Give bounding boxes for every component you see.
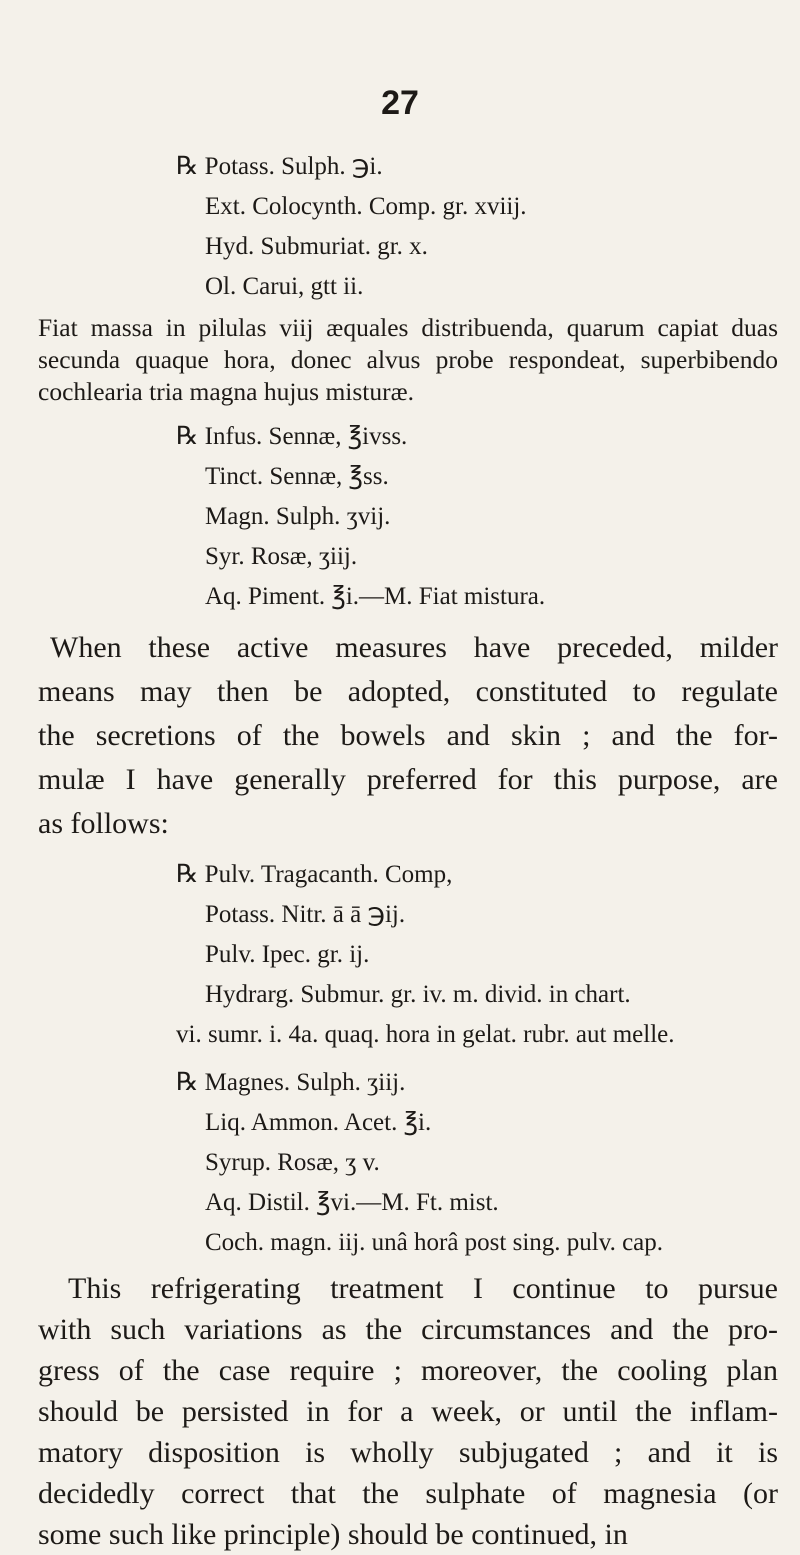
prescription-line: Magn. Sulph. ʒvij. (205, 503, 391, 530)
prescription-line: Syrup. Rosæ, ʒ v. (205, 1149, 380, 1176)
prescription-line: Potass. Nitr. ā ā ℈ij. (205, 901, 406, 928)
prescription-line: Pulv. Ipec. gr. ij. (205, 941, 370, 968)
paragraph-line: gress of the case require ; moreover, the cooling plan (38, 1354, 778, 1387)
paragraph-line: decidedly correct that the sulphate of magnesia (or (38, 1477, 778, 1510)
paragraph-line: means may then be adopted, constituted to regulate (38, 675, 778, 708)
paragraph-line: the secretions of the bowels and skin ; and the for- (38, 719, 778, 752)
paragraph-line: This refrigerating treatment I continue to pursue (68, 1272, 778, 1305)
prescription-line: Liq. Ammon. Acet. ℥i. (205, 1109, 432, 1136)
prescription-line: Syr. Rosæ, ʒiij. (205, 543, 358, 570)
prescription-line: Tinct. Sennæ, ℥ss. (205, 463, 389, 490)
paragraph-line: with such variations as the circumstances and the pro- (38, 1313, 778, 1346)
body-paragraph (38, 1268, 778, 1555)
prescription-line: ℞ Infus. Sennæ, ℥ivss. (176, 423, 408, 450)
prescription-line: Hydrarg. Submur. gr. iv. m. divid. in chart. (205, 981, 631, 1008)
paragraph-line: cochlearia tria magna hujus misturæ. (38, 377, 415, 406)
prescription-line: Aq. Distil. ℥vi.—M. Ft. mist. (205, 1189, 499, 1216)
prescription-line: ℞ Potass. Sulph. ℈i. (176, 153, 383, 180)
prescription-line: Ol. Carui, gtt ii. (205, 273, 364, 300)
prescription-line: Hyd. Submuriat. gr. x. (205, 233, 428, 260)
body-paragraph (38, 626, 778, 846)
paragraph-line: Fiat massa in pilulas viij æquales distribuenda, quarum capiat duas (38, 313, 778, 342)
prescription-line: Ext. Colocynth. Comp. gr. xviij. (205, 193, 527, 220)
prescription-line: vi. sumr. i. 4a. quaq. hora in gelat. rubr. aut melle. (176, 1021, 675, 1048)
directions-paragraph (38, 312, 778, 408)
paragraph-line: some such like principle) should be continued, in (38, 1518, 628, 1551)
prescription-line: Coch. magn. iij. unâ horâ post sing. pulv. cap. (205, 1229, 664, 1256)
paragraph-line: secunda quaque hora, donec alvus probe respondeat, superbibendo (38, 345, 778, 374)
prescription-line: ℞ Pulv. Tragacanth. Comp, (176, 861, 453, 888)
paragraph-line: mulæ I have generally preferred for this purpose, are (38, 763, 778, 796)
paragraph-line: as follows: (38, 807, 169, 840)
prescription-line: Aq. Piment. ℥i.—M. Fiat mistura. (205, 583, 546, 610)
paragraph-line: should be persisted in for a week, or until the inflam- (38, 1395, 778, 1428)
paragraph-line: matory disposition is wholly subjugated ; and it is (38, 1436, 778, 1469)
prescription-line: ℞ Magnes. Sulph. ʒiij. (176, 1069, 406, 1096)
paragraph-line: When these active measures have preceded, milder (50, 631, 778, 664)
page-number: 27 (381, 84, 419, 122)
